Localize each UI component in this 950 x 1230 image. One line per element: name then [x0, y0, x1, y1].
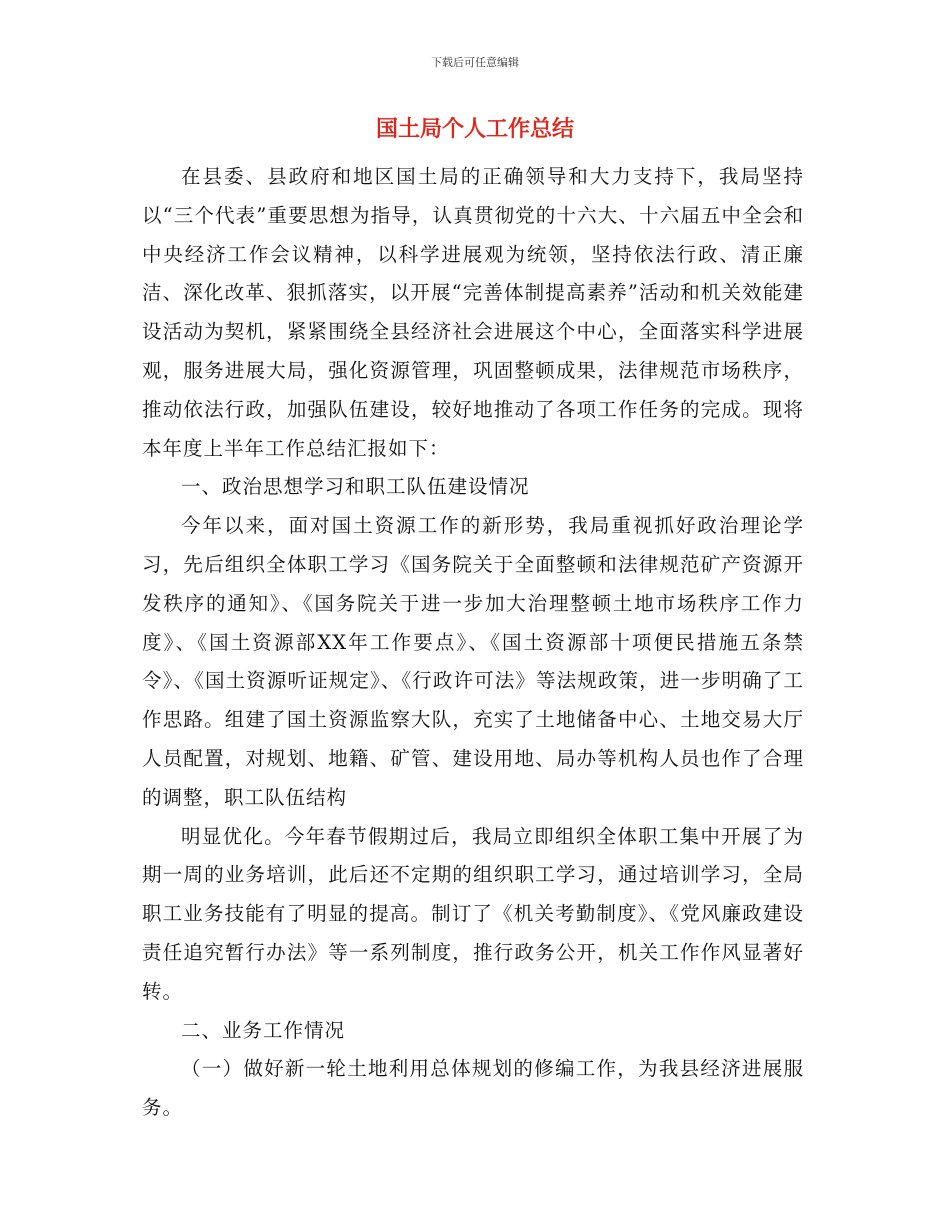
- document-body: [142, 158, 804, 1128]
- paragraph-intro: 在县委、县政府和地区国土局的正确领导和大力支持下，我局坚持以“三个代表”重要思想为指导，认真贯彻党的十六大、十六届五中全会和中央经济工作会议精神，以科学进展观为统领，坚持依法行政、清正廉洁、深化改革、狠抓落实，以开展“完善体制提高素养”活动和机关效能建设活动为契机，紧紧围绕全县经济社会进展这个中心，全面落实科学进展观，服务进展大局，强化资源管理，巩固整顿成果，法律规范市场秩序，推动依法行政，加强队伍建设，较好地推动了各项工作任务的完成。现将本年度上半年工作总结汇报如下：: [142, 165, 804, 460]
- paragraph-study: 今年以来，面对国土资源工作的新形势，我局重视抓好政治理论学习，先后组织全体职工学习《国务院关于全面整顿和法律规范矿产资源开发秩序的通知》、《国务院关于进一步加大治理整顿土地市场秩序工作力度》、《国土资源部XX年工作要点》、《国土资源部十项便民措施五条禁令》、《国土资源听证规定》、《行政许可法》等法规政策，进一步明确了工作思路。组建了国土资源监察大队，充实了土地储备中心、土地交易大厅人员配置，对规划、地籍、矿管、建设用地、局办等机构人员也作了合理的调整，职工队伍结构: [142, 514, 804, 809]
- section-heading-2: 二、业务工作情况: [181, 1018, 346, 1042]
- paragraph-training: 明显优化。今年春节假期过后，我局立即组织全体职工集中开展了为期一周的业务培训，此后还不定期的组织职工学习，通过培训学习，全局职工业务技能有了明显的提高。制订了《机关考勤制度》、《党风廉政建设责任追究暂行办法》等一系列制度，推行政务公开，机关工作作风显著好转。: [142, 824, 804, 1003]
- document-title: 国土局个人工作总结: [375, 117, 574, 142]
- header-note: 下载后可任意编辑: [431, 56, 519, 69]
- paragraph-planning: （一）做好新一轮土地利用总体规划的修编工作，为我县经济进展服务。: [142, 1057, 804, 1120]
- section-heading-1: 一、政治思想学习和职工队伍建设情况: [181, 475, 530, 499]
